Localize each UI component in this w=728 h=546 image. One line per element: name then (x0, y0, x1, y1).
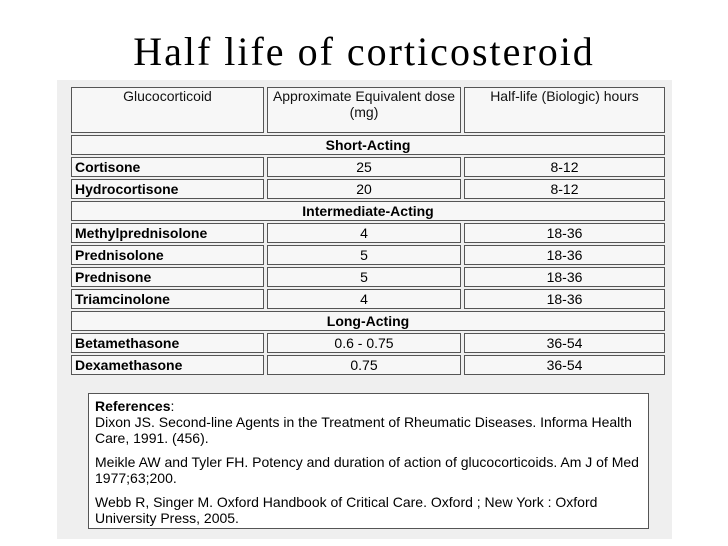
table-row (71, 267, 665, 287)
table-row (71, 245, 665, 265)
dose-cell: 4 (267, 223, 461, 243)
drug-name-cell: Cortisone (71, 157, 264, 177)
header-equivalent-dose: Approximate Equivalent dose (mg) (267, 87, 461, 133)
corticosteroid-table (68, 85, 668, 377)
half-life-cell: 8-12 (464, 157, 665, 177)
table-row (71, 355, 665, 375)
half-life-cell: 18-36 (464, 245, 665, 265)
dose-cell: 25 (267, 157, 461, 177)
half-life-cell: 18-36 (464, 289, 665, 309)
group-label: Intermediate-Acting (71, 201, 665, 221)
drug-name-cell: Triamcinolone (71, 289, 264, 309)
references-box (88, 393, 649, 529)
group-label: Short-Acting (71, 135, 665, 155)
half-life-cell: 36-54 (464, 333, 665, 353)
references-heading: References (95, 398, 171, 414)
dose-cell: 4 (267, 289, 461, 309)
drug-name-cell: Prednisolone (71, 245, 264, 265)
slide-title: Half life of corticosteroid (133, 29, 595, 74)
drug-name-cell: Dexamethasone (71, 355, 264, 375)
table-row (71, 223, 665, 243)
drug-name-cell: Methylprednisolone (71, 223, 264, 243)
content-panel (57, 80, 672, 539)
reference-item: Webb R, Singer M. Oxford Handbook of Critical Care. Oxford ; New York : Oxford University Press, 2005. (95, 494, 598, 526)
drug-name-cell: Prednisone (71, 267, 264, 287)
group-row (71, 201, 665, 221)
reference-item: Dixon JS. Second-line Agents in the Treatment of Rheumatic Diseases. Informa Health Care, 1991. (456). (95, 414, 632, 446)
half-life-cell: 18-36 (464, 267, 665, 287)
half-life-cell: 8-12 (464, 179, 665, 199)
group-row (71, 135, 665, 155)
drug-name-cell: Hydrocortisone (71, 179, 264, 199)
table-row (71, 289, 665, 309)
table-header-row (71, 87, 665, 133)
reference-item: Meikle AW and Tyler FH. Potency and duration of action of glucocorticoids. Am J of Med 1977;63;200. (95, 454, 639, 486)
dose-cell: 20 (267, 179, 461, 199)
table-row (71, 179, 665, 199)
half-life-cell: 18-36 (464, 223, 665, 243)
group-row (71, 311, 665, 331)
table-row (71, 157, 665, 177)
header-half-life: Half-life (Biologic) hours (464, 87, 665, 133)
drug-name-cell: Betamethasone (71, 333, 264, 353)
dose-cell: 0.6 - 0.75 (267, 333, 461, 353)
dose-cell: 5 (267, 267, 461, 287)
half-life-cell: 36-54 (464, 355, 665, 375)
dose-cell: 0.75 (267, 355, 461, 375)
group-label: Long-Acting (71, 311, 665, 331)
table-row (71, 333, 665, 353)
dose-cell: 5 (267, 245, 461, 265)
header-glucocorticoid: Glucocorticoid (71, 87, 264, 133)
references-heading-colon: : (170, 398, 175, 414)
